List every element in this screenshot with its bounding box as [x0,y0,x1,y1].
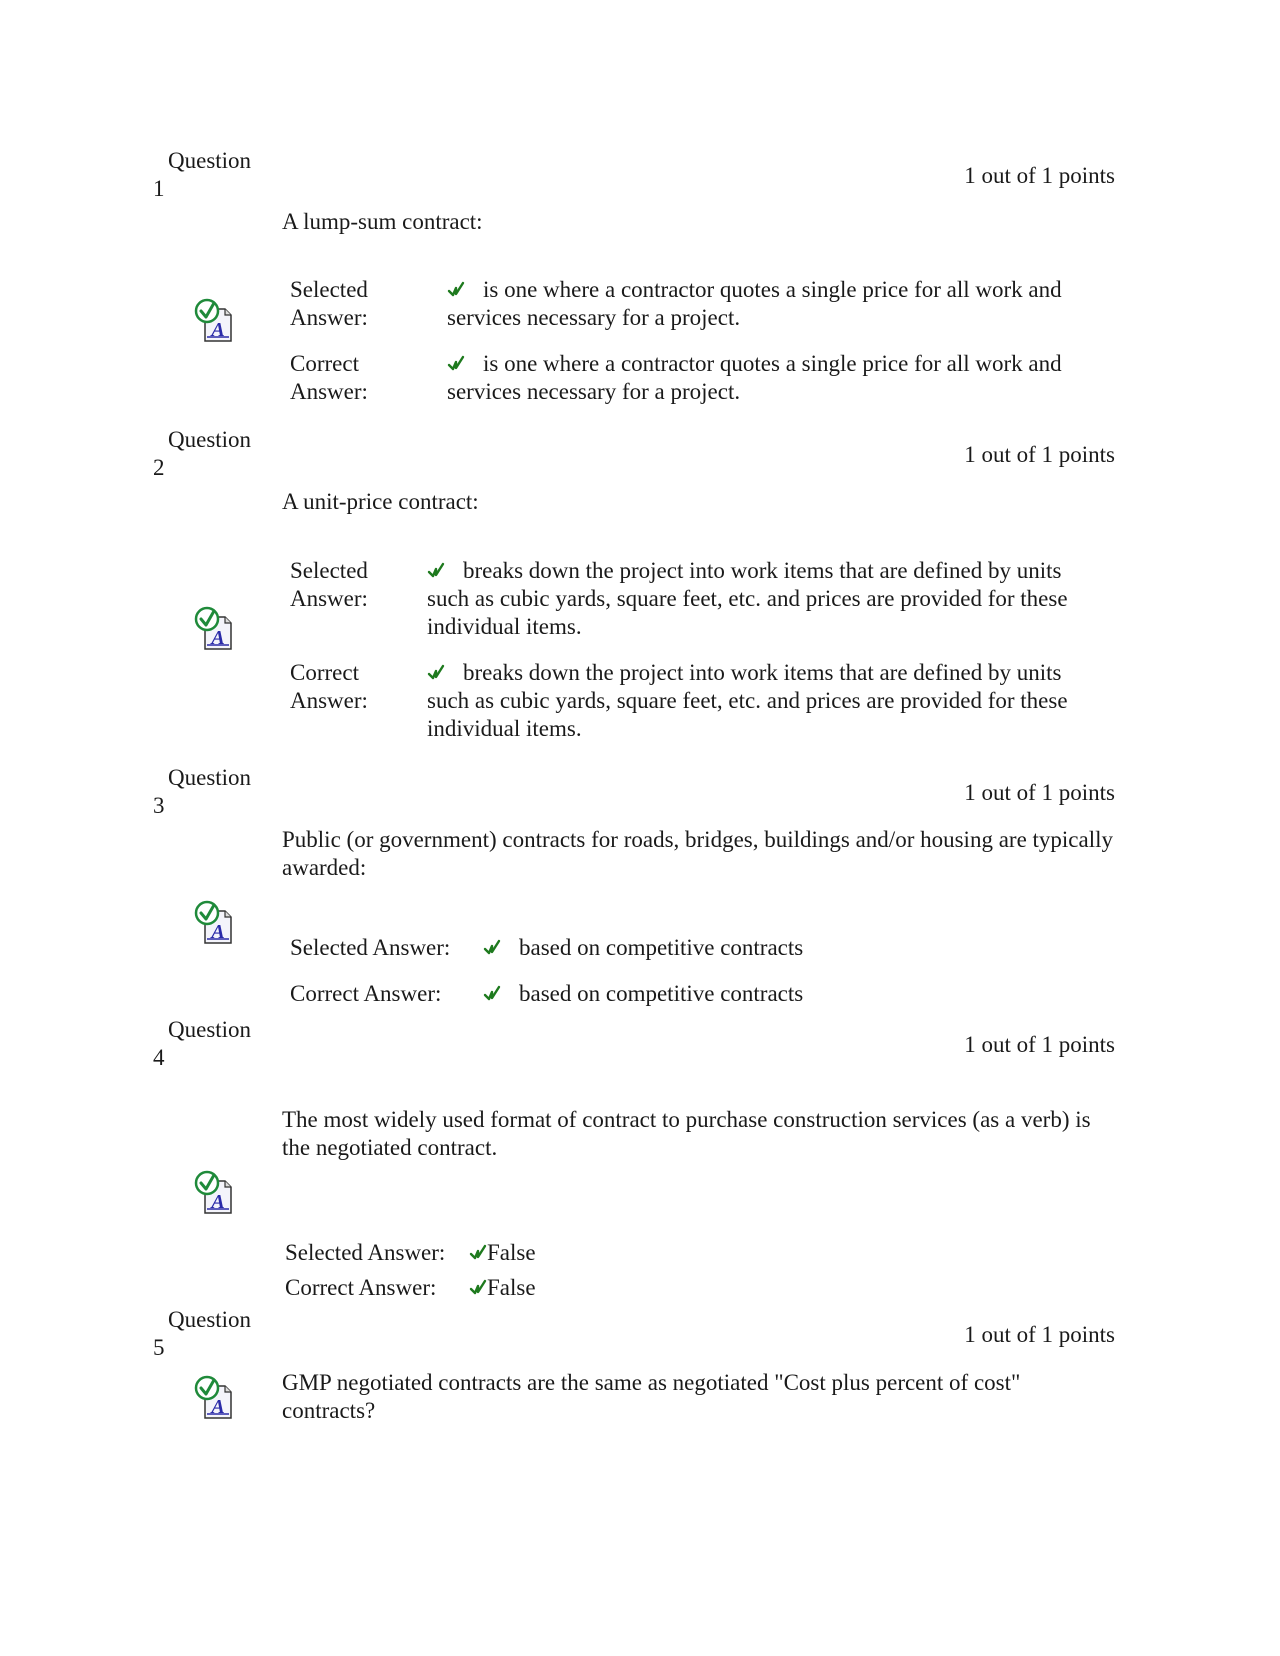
correct-answer-label: Correct Answer: [290,981,442,1006]
selected-answer-label: Selected Answer: [290,277,368,330]
question-points: 1 out of 1 points [964,163,1115,188]
question-number: 5 [153,1335,165,1360]
question-label: Question [168,1307,252,1332]
selected-answer-label: Selected Answer: [290,935,451,960]
correct-answer-label: Correct Answer: [290,351,368,404]
question-text: GMP negotiated contracts are the same as negotiated "Cost plus percent of cost" contracts? [282,1370,1021,1423]
checkmark-icon [483,984,501,1002]
question-text: The most widely used format of contract to purchase construction services (as a verb) is the negotiated contract. [282,1107,1091,1160]
checkmark-icon [427,663,445,681]
question-label: Question [168,148,252,173]
question-text: A lump-sum contract: [282,209,483,234]
correct-answer-label: Correct Answer: [290,660,368,713]
correct-answer-icon [193,605,237,651]
correct-answer: breaks down the project into work items that are defined by units such as cubic yards, square feet, etc. and prices are provided for these individual items. [427,660,1068,741]
question-number: 3 [153,793,165,818]
selected-answer: False [469,1239,536,1267]
checkmark-icon [427,561,445,579]
selected-answer-label: Selected Answer: [290,558,368,611]
question-text: Public (or government) contracts for roads, bridges, buildings and/or housing are typically awarded: [282,827,1113,880]
correct-answer-label: Correct Answer: [285,1275,437,1300]
checkmark-icon [469,1278,487,1296]
correct-answer: based on competitive contracts [483,980,803,1008]
checkmark-icon [483,938,501,956]
question-points: 1 out of 1 points [964,1032,1115,1057]
correct-answer-icon [193,1374,237,1420]
question-text: A unit-price contract: [282,489,479,514]
question-number: 4 [153,1045,165,1070]
correct-answer-icon [193,1169,237,1215]
checkmark-icon [447,354,465,372]
question-number: 2 [153,455,165,480]
selected-answer: based on competitive contracts [483,934,803,962]
question-points: 1 out of 1 points [964,780,1115,805]
checkmark-icon [469,1243,487,1261]
correct-answer-icon [193,899,237,945]
question-points: 1 out of 1 points [964,1322,1115,1347]
selected-answer-label: Selected Answer: [285,1240,446,1265]
correct-answer: is one where a contractor quotes a single price for all work and services necessary for a project. [447,351,1062,404]
question-points: 1 out of 1 points [964,442,1115,467]
question-label: Question [168,427,252,452]
correct-answer: False [469,1274,536,1302]
correct-answer-icon [193,297,237,343]
question-label: Question [168,765,252,790]
checkmark-icon [447,280,465,298]
selected-answer: is one where a contractor quotes a single price for all work and services necessary for a project. [447,277,1062,330]
question-label: Question [168,1017,252,1042]
selected-answer: breaks down the project into work items that are defined by units such as cubic yards, square feet, etc. and prices are provided for these individual items. [427,558,1068,639]
question-number: 1 [153,176,165,201]
